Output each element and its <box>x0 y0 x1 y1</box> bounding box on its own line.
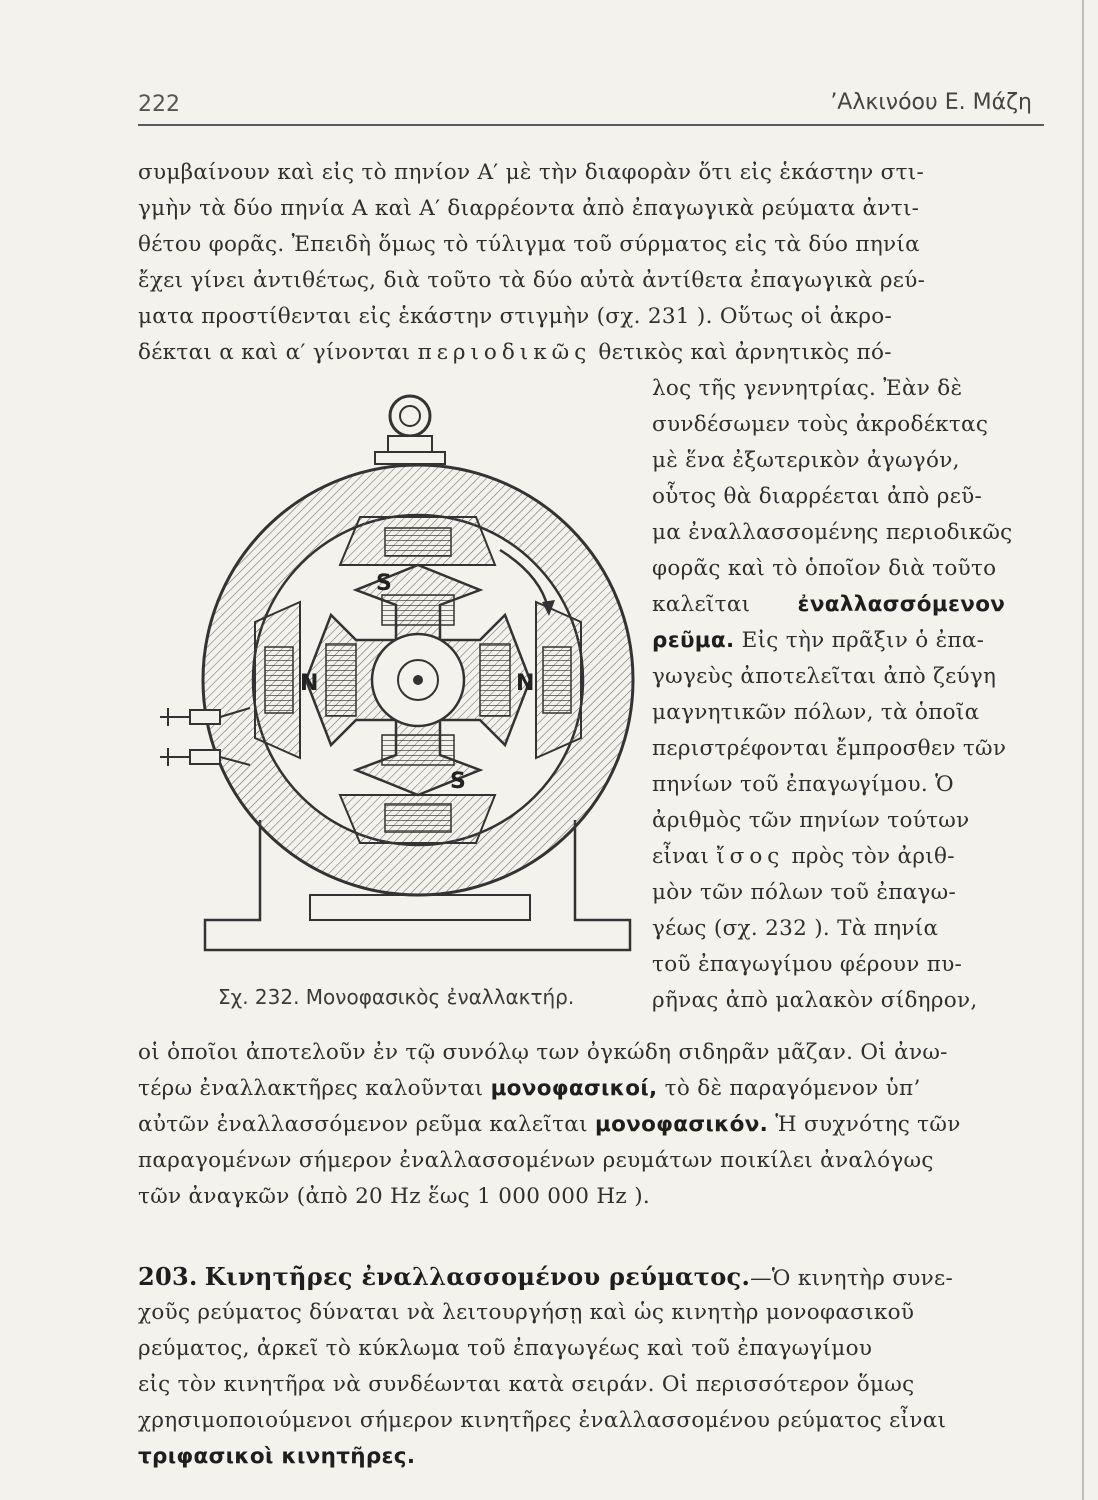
column-line: ρῆνας ἀπὸ μαλακὸν σίδηρον, <box>652 988 978 1013</box>
header-rule <box>138 124 1044 126</box>
page-number: 222 <box>138 92 180 117</box>
body-line: θέτου φορᾶς. Ἐπειδὴ ὅμως τὸ τύλιγμα τοῦ σύρματος εἰς τὰ δύο πηνία <box>138 232 920 257</box>
spaced-word: ἴσος <box>716 844 785 869</box>
text-run: Ἡ συχνότης τῶν <box>768 1112 961 1137</box>
pole-label-s-top: S <box>376 571 392 596</box>
lifting-eye <box>375 396 445 464</box>
alternator-figure <box>150 390 650 970</box>
text-run: εἶναι <box>652 844 717 869</box>
body-line: παραγομένων σήμερον ἐναλλασσομένων ρευμάτων ποικίλει ἀναλόγως <box>138 1148 934 1173</box>
emphasis-term: τριφασικοὶ κινητῆρες. <box>138 1444 416 1469</box>
emphasis-term: μονοφασικοί, <box>490 1076 658 1101</box>
section-heading-line <box>138 1262 1038 1291</box>
body-line: συμβαίνουν καὶ εἰς τὸ πηνίον Α′ μὲ τὴν διαφορὰν ὅτι εἰς ἑκάστην στι- <box>138 160 925 185</box>
body-line <box>138 1444 1038 1469</box>
emphasis-term: ρεῦμα. <box>652 628 735 653</box>
pole-label-n-right: N <box>516 671 535 696</box>
column-line: μαγνητικῶν πόλων, τὰ ὁποῖα <box>652 700 980 725</box>
column-line: τοῦ ἐπαγωγίμου φέρουν πυ- <box>652 952 963 977</box>
text-run: πρὸς τὸν ἀριθ- <box>784 844 955 869</box>
column-line: γωγεὺς ἀποτελεῖται ἀπὸ ζεύγη <box>652 664 997 689</box>
text-run: καλεῖται <box>652 592 751 617</box>
column-line: μὸν τῶν πόλων τοῦ ἐπαγω- <box>652 880 957 905</box>
column-line: μα ἐναλλασσομένης περιοδικῶς <box>652 520 1013 545</box>
section-title: Κινητῆρες ἐναλλασσομένου ρεύματος. <box>204 1262 751 1291</box>
column-line: μὲ ἕνα ἐξωτερικὸν ἀγωγόν, <box>652 448 960 473</box>
column-line: συνδέσωμεν τοὺς ἀκροδέκτας <box>652 412 989 437</box>
body-line: οἱ ὁποῖοι ἀποτελοῦν ἐν τῷ συνόλῳ των ὀγκώδη σιδηρᾶν μᾶζαν. Οἱ ἀνω- <box>138 1040 948 1065</box>
text-run: τὸ δὲ παραγόμενον ὑπ’ <box>664 1076 921 1101</box>
body-line: χρησιμοποιούμενοι σήμερον κινητῆρες ἐναλλασσομένου ρεύματος εἶναι <box>138 1408 947 1433</box>
column-line <box>652 628 1037 653</box>
text-run: δέκται α καὶ α′ γίνονται <box>138 340 411 365</box>
body-line: εἰς τὸν κινητῆρα νὰ συνδέωνται κατὰ σειράν. Οἱ περισσότερον ὅμως <box>138 1372 915 1397</box>
body-line: τῶν ἀναγκῶν (ἀπὸ 20 Hz ἕως 1 000 000 Hz ). <box>138 1184 651 1209</box>
text-run: —Ὁ κινητὴρ συνε- <box>750 1266 954 1291</box>
body-line <box>138 1076 1038 1101</box>
column-line: ἀριθμὸς τῶν πηνίων τούτων <box>652 808 970 833</box>
column-line: λος τῆς γεννητρίας. Ἐὰν δὲ <box>652 376 963 401</box>
column-line: φορᾶς καὶ τὸ ὁποῖον διὰ τοῦτο <box>652 556 997 581</box>
pole-label-s-bottom: S <box>450 769 466 794</box>
body-line <box>138 340 1038 365</box>
spaced-word: περιοδικῶς <box>417 340 592 365</box>
column-line <box>652 592 1037 617</box>
body-line: ματα προστίθενται εἰς ἑκάστην στιγμὴν (σχ. 231 ). Οὕτως οἱ ἀκρο- <box>138 304 893 329</box>
text-run: αὐτῶν ἐναλλασσόμενον ρεῦμα καλεῖται <box>138 1112 588 1137</box>
page-edge <box>1082 0 1084 1500</box>
column-line: πηνίων τοῦ ἐπαγωγίμου. Ὁ <box>652 772 954 797</box>
text-run: θετικὸς καὶ ἀρνητικὸς πό- <box>598 340 892 365</box>
body-line <box>138 1112 1038 1137</box>
alternator-drawing <box>150 390 650 970</box>
body-line: χοῦς ρεύματος δύναται νὰ λειτουργήσῃ καὶ ὡς κινητὴρ μονοφασικοῦ <box>138 1300 915 1325</box>
running-head: ’Αλκινόου Ε. Μάζη <box>830 90 1032 115</box>
column-line <box>652 844 1037 869</box>
text-run: Εἰς τὴν πρᾶξιν ὁ ἐπα- <box>734 628 985 653</box>
column-line: γέως (σχ. 232 ). Τὰ πηνία <box>652 916 939 941</box>
body-line: ρεύματος, ἀρκεῖ τὸ κύκλωμα τοῦ ἐπαγωγέως καὶ τοῦ ἐπαγωγίμου <box>138 1336 873 1361</box>
section-number: 203. <box>138 1262 198 1291</box>
column-line: οὗτος θὰ διαρρέεται ἀπὸ ρεῦ- <box>652 484 983 509</box>
body-line: ἔχει γίνει ἀντιθέτως, διὰ τοῦτο τὰ δύο αὐτὰ ἀντίθετα ἐπαγωγικὰ ρεύ- <box>138 268 926 293</box>
column-line: περιστρέφονται ἔμπροσθεν τῶν <box>652 736 1007 761</box>
text-run: τέρω ἐναλλακτῆρες καλοῦνται <box>138 1076 484 1101</box>
pole-label-n-left: N <box>300 671 319 696</box>
emphasis-term: μονοφασικόν. <box>594 1112 769 1137</box>
emphasis-term: ἐναλλασσόμενον <box>797 592 1006 617</box>
figure-caption: Σχ. 232. Μονοφασικὸς ἐναλλακτήρ. <box>218 985 575 1009</box>
body-line: γμὴν τὰ δύο πηνία Α καὶ Α′ διαρρέοντα ἀπὸ ἐπαγωγικὰ ρεύματα ἀντι- <box>138 196 920 221</box>
